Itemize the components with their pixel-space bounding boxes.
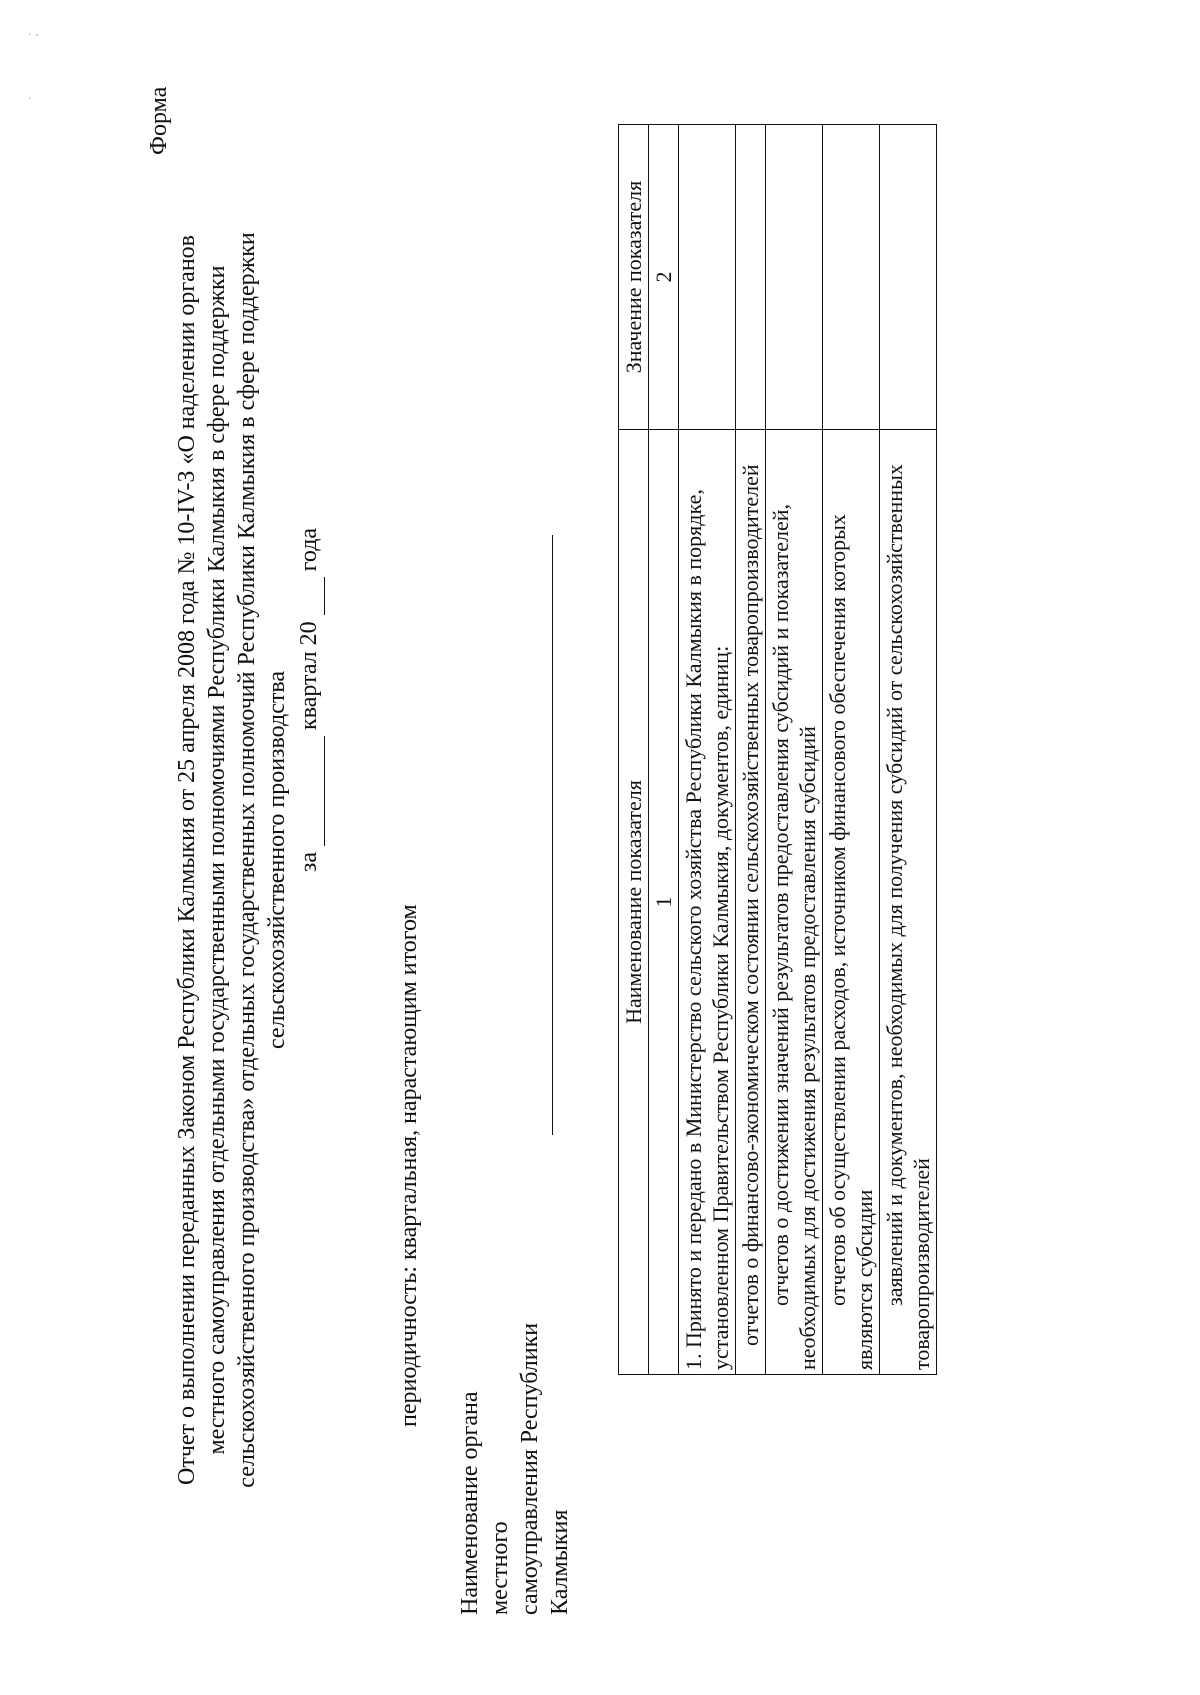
organization-name-line	[552, 535, 553, 1135]
table-row	[880, 125, 937, 1375]
table-row	[736, 125, 766, 1375]
table-row	[679, 125, 736, 1375]
table-row	[766, 125, 823, 1375]
indicator-name: заявлений и документов, необходимых для получения субсидий от сельскохозяйственных товаропроизводителей	[880, 430, 937, 1375]
table-row	[823, 125, 880, 1375]
scan-artifact: · -	[28, 27, 39, 41]
title-line: сельскохозяйственного производства	[264, 670, 290, 1050]
reporting-period	[294, 55, 325, 1345]
indicator-value[interactable]	[823, 125, 880, 430]
title-line: местного самоуправления отдельными государственными полномочиями Республики Калмыкия в сфере поддержки	[204, 265, 230, 1455]
indicator-name: отчетов об осуществлении расходов, источником финансового обеспечения которых являются субсидии	[823, 430, 880, 1375]
year-blank	[294, 577, 325, 615]
table-number-row	[649, 125, 679, 1375]
periodicity: периодичность: квартальная, нарастающим итогом	[396, 904, 422, 1427]
column-number: 1	[649, 430, 679, 1375]
period-prefix: за	[296, 851, 322, 873]
column-header: Наименование показателя	[619, 430, 649, 1375]
period-suffix: года	[296, 527, 322, 572]
organization-label-line: Калмыкия	[547, 1509, 573, 1615]
period-quarter: квартал 20	[296, 621, 322, 730]
indicator-value[interactable]	[880, 125, 937, 430]
column-number: 2	[649, 125, 679, 430]
title-line: Отчет о выполнении переданных Законом Республики Калмыкия от 25 апреля 2008 года № 10-IV-З «О наделении органов	[174, 235, 200, 1485]
indicator-name: отчетов о финансово-экономическом состоянии сельскохозяйственных товаропроизводителей	[736, 430, 766, 1375]
indicator-value[interactable]	[736, 125, 766, 430]
indicator-value[interactable]	[679, 125, 736, 430]
form-label: Форма	[146, 86, 172, 155]
report-title	[172, 215, 292, 1505]
indicator-value[interactable]	[766, 125, 823, 430]
indicator-name: отчетов о достижении значений результатов предоставления субсидий и показателей, необходимых для достижения результатов предоставления субсидий	[766, 430, 823, 1375]
column-header: Значение показателя	[619, 125, 649, 430]
title-line: сельскохозяйственного производства» отдельных государственных полномочий Республики Калмыкия в сфере поддержки	[234, 232, 260, 1488]
indicators-table	[618, 124, 937, 1375]
organization-label-line: самоуправления Республики	[517, 1322, 543, 1615]
organization-label	[455, 1295, 575, 1615]
indicator-name: 1. Принято и передано в Министерство сельского хозяйства Республики Калмыкия в порядке, установленном Правительством Республики Калмыкия, документов, единиц:	[679, 430, 736, 1375]
quarter-blank	[294, 736, 325, 846]
table-header-row	[619, 125, 649, 1375]
organization-label-line: Наименование органа местного	[457, 1391, 513, 1615]
scan-artifact: ·	[28, 91, 32, 105]
